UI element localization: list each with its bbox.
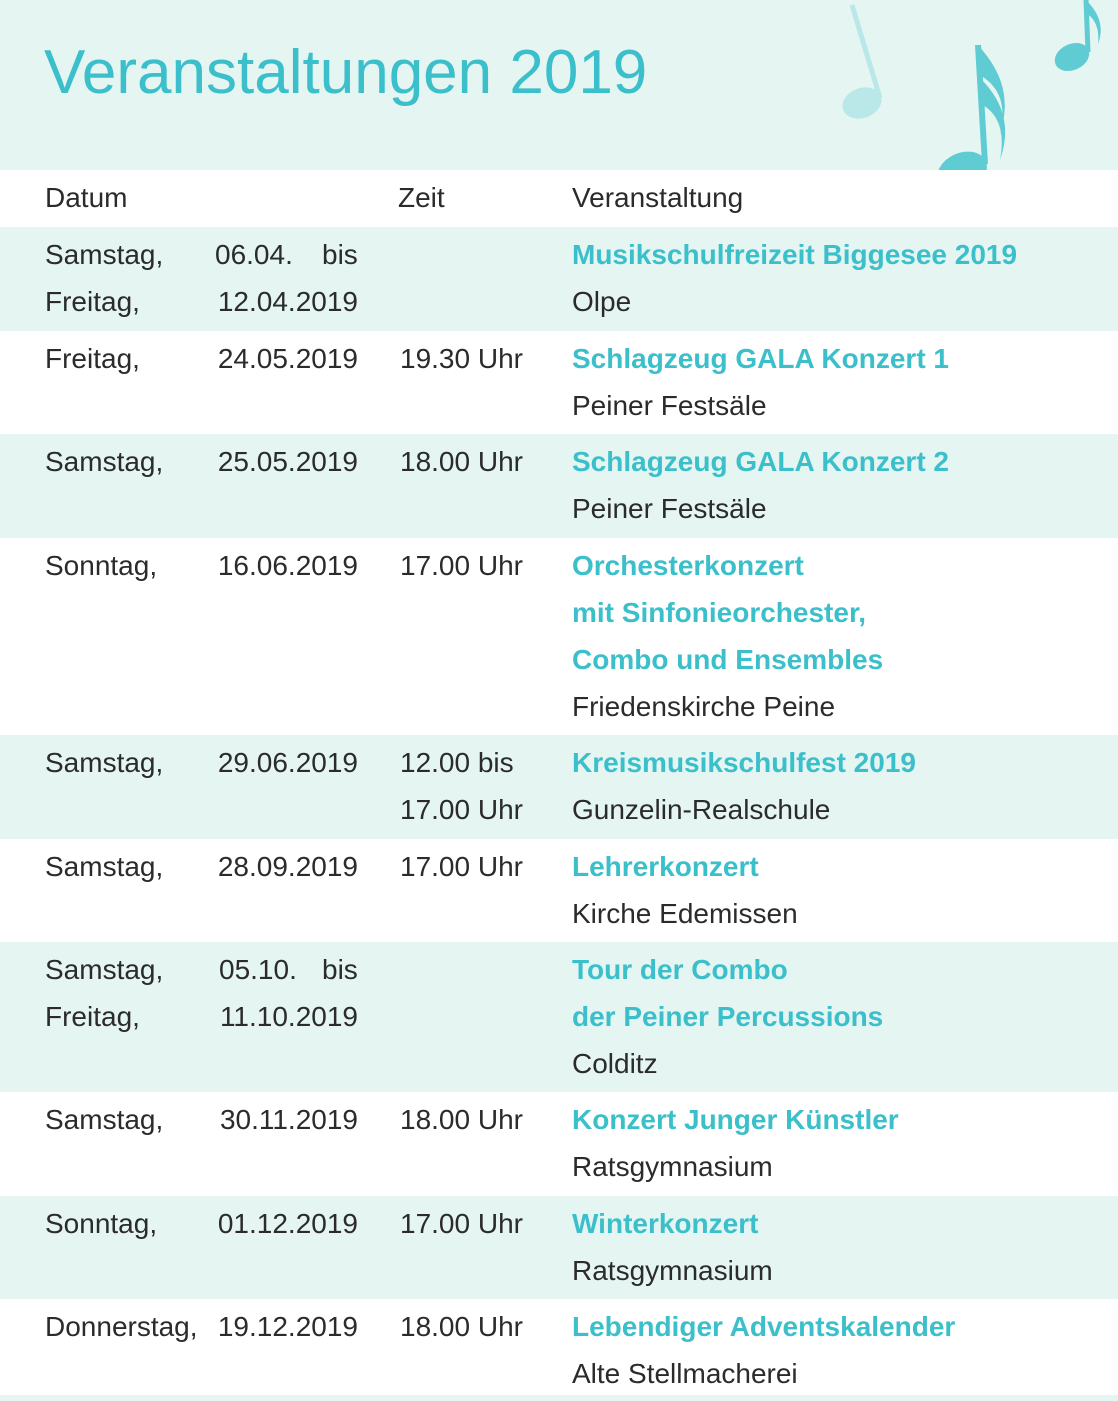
event-time: 17.00 Uhr — [400, 1208, 523, 1239]
table-row — [0, 1299, 1118, 1395]
event-location: Colditz — [572, 1048, 658, 1079]
event-time: 18.00 Uhr — [400, 1104, 523, 1135]
event-date: 06.04. — [215, 239, 293, 270]
event-day-end: Freitag, — [45, 286, 140, 317]
table-row — [0, 538, 1118, 735]
table-row — [0, 434, 1118, 538]
table-row — [0, 1196, 1118, 1299]
header-veranstaltung: Veranstaltung — [572, 182, 744, 213]
event-title: Kreismusikschulfest 2019 — [572, 747, 916, 778]
event-date-end: 12.04.2019 — [217, 286, 358, 317]
event-title-line: mit Sinfonieorchester, — [572, 597, 867, 628]
event-day: Donnerstag, — [45, 1311, 198, 1342]
event-title: Musikschulfreizeit Biggesee 2019 — [572, 239, 1018, 270]
event-time-end: 17.00 Uhr — [400, 794, 523, 825]
event-title: Schlagzeug GALA Konzert 1 — [572, 343, 950, 374]
event-time: 18.00 Uhr — [400, 1311, 523, 1342]
event-date: 24.05.2019 — [217, 343, 358, 374]
event-title: Schlagzeug GALA Konzert 2 — [572, 446, 950, 477]
event-location: Gunzelin-Realschule — [572, 794, 831, 825]
header-zeit: Zeit — [398, 182, 445, 213]
event-bis: bis — [322, 954, 358, 985]
event-time: 18.00 Uhr — [400, 446, 523, 477]
music-note-icon — [1050, 0, 1101, 76]
event-location: Kirche Edemissen — [572, 898, 798, 929]
event-location: Peiner Festsäle — [572, 493, 767, 524]
event-date: 01.12.2019 — [217, 1208, 358, 1239]
header-datum: Datum — [45, 182, 128, 213]
event-title: Tour der Combo — [572, 954, 788, 985]
event-location: Alte Stellmacherei — [572, 1358, 798, 1389]
event-day: Samstag, — [45, 747, 164, 778]
music-note-icon — [838, 5, 886, 124]
event-location: Ratsgymnasium — [572, 1255, 773, 1286]
event-date: 30.11.2019 — [219, 1104, 358, 1135]
event-location: Friedenskirche Peine — [572, 691, 836, 722]
event-day: Freitag, — [45, 343, 140, 374]
event-title: Lehrerkonzert — [572, 851, 759, 882]
event-title-line: der Peiner Percussions — [572, 1001, 884, 1032]
event-time: 17.00 Uhr — [400, 851, 523, 882]
event-day: Samstag, — [45, 954, 164, 985]
table-row — [0, 227, 1118, 331]
table-row — [0, 839, 1118, 942]
event-date-end: 11.10.2019 — [219, 1001, 358, 1032]
event-date: 28.09.2019 — [217, 851, 358, 882]
event-date: 25.05.2019 — [217, 446, 358, 477]
table-row — [0, 942, 1118, 1092]
table-row — [0, 331, 1118, 434]
event-day: Samstag, — [45, 851, 164, 882]
event-time: 17.00 Uhr — [400, 550, 523, 581]
event-date: 19.12.2019 — [217, 1311, 358, 1342]
event-day-end: Freitag, — [45, 1001, 140, 1032]
event-bis: bis — [322, 239, 358, 270]
page-title: Veranstaltungen 2019 — [44, 38, 648, 107]
event-title: Konzert Junger Künstler — [572, 1104, 899, 1135]
event-day: Samstag, — [45, 239, 164, 270]
table-row — [0, 735, 1118, 839]
event-day: Samstag, — [45, 1104, 164, 1135]
event-title: Orchesterkonzert — [572, 550, 804, 581]
event-date: 16.06.2019 — [217, 550, 358, 581]
event-title-line: Combo und Ensembles — [572, 644, 884, 675]
event-title: Lebendiger Adventskalender — [572, 1311, 956, 1342]
event-time: 19.30 Uhr — [400, 343, 523, 374]
event-time: 12.00 bis — [400, 747, 514, 778]
event-day: Samstag, — [45, 446, 164, 477]
event-location: Ratsgymnasium — [572, 1151, 773, 1182]
event-title: Winterkonzert — [572, 1208, 759, 1239]
event-date: 05.10. — [219, 954, 297, 985]
event-date: 29.06.2019 — [217, 747, 358, 778]
event-location: Olpe — [572, 286, 632, 317]
table-header — [0, 170, 1118, 227]
event-location: Peiner Festsäle — [572, 390, 767, 421]
event-day: Sonntag, — [45, 1208, 158, 1239]
events-table — [0, 170, 1118, 1395]
event-day: Sonntag, — [45, 550, 158, 581]
table-row — [0, 1092, 1118, 1196]
